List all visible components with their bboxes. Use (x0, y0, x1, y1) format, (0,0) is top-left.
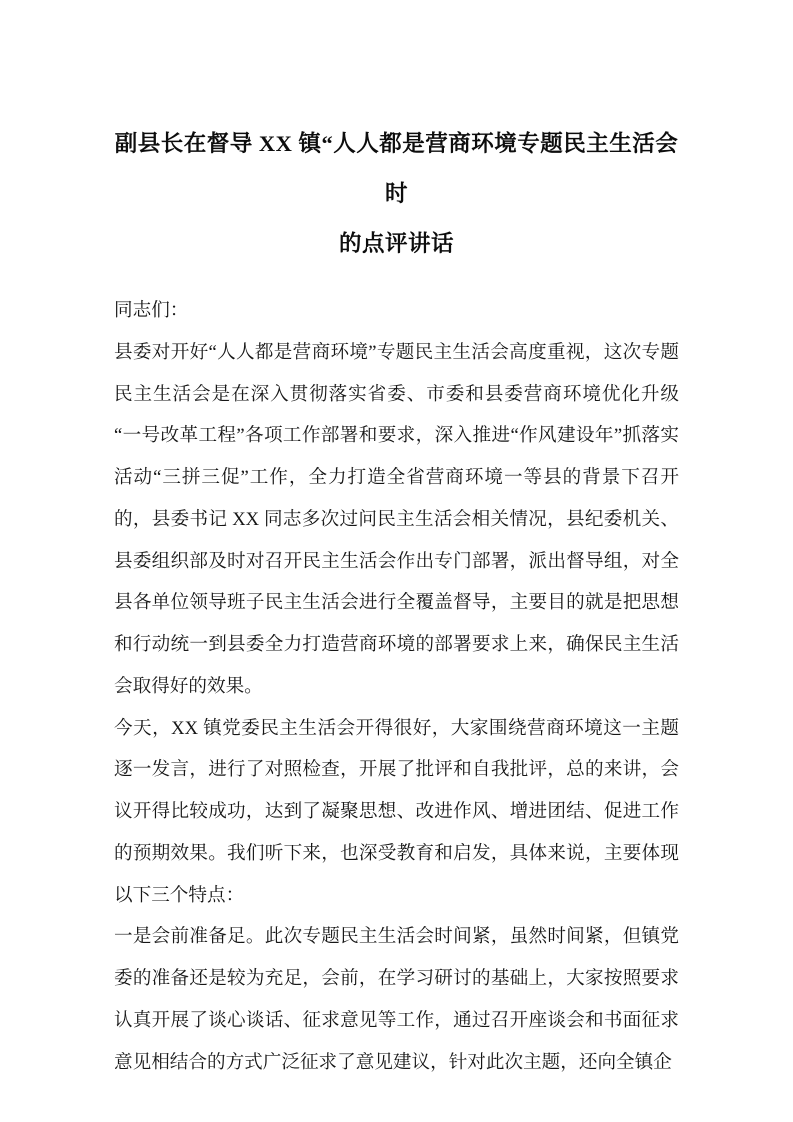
paragraph-background: 县委对开好“人人都是营商环境”专题民主生活会高度重视，这次专题民主生活会是在深入贯彻落实省委、市委和县委营商环境优化升级“一号改革工程”各项工作部署和要求，深入推进“作风建设年”抓落实活动“三拼三促”工作，全力打造全省营商环境一等县的背景下召开的，县委书记 XX 同志多次过问民主生活会相关情况，县纪委机关、县委组织部及时对召开民主生活会作出专门部署，派出督导组，对全县各单位领导班子民主生活会进行全覆盖督导，主要目的就是把思想和行动统一到县委全力打造营商环境的部署要求上来，确保民主生活会取得好的效果。 (114, 341, 679, 697)
document-title-line-1: 副县长在督导 XX 镇“人人都是营商环境专题民主生活会时 (114, 131, 679, 206)
paragraph-overall-assessment: 今天，XX 镇党委民主生活会开得很好，大家围绕营商环境这一主题逐一发言，进行了对照检查，开展了批评和自我批评，总的来讲，会议开得比较成功，达到了凝聚思想、改进作风、增进团结、促进工作的预期效果。我们听下来，也深受教育和启发，具体来说，主要体现以下三个特点： (114, 717, 679, 906)
paragraph-first-point: 一是会前准备足。此次专题民主生活会时间紧，虽然时间紧，但镇党委的准备还是较为充足，会前，在学习研讨的基础上，大家按照要求认真开展了谈心谈话、征求意见等工作，通过召开座谈会和书面征求意见相结合的方式广泛征求了意见建议，针对此次主题，还向全镇企 (114, 926, 679, 1073)
document-title (114, 119, 679, 269)
document-body (114, 290, 679, 1083)
document-title-line-2: 的点评讲话 (338, 231, 454, 256)
paragraph-salutation: 同志们： (114, 300, 189, 321)
